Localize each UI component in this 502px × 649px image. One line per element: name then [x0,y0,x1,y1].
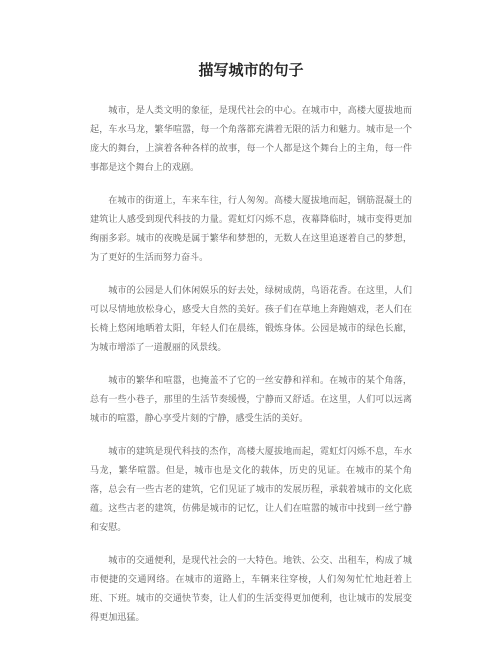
paragraph-2: 在城市的街道上，车来车往，行人匆匆。高楼大厦拔地而起，钢筋混凝土的建筑让人感受到现代科技的力量。霓虹灯闪烁不息，夜幕降临时，城市变得更加绚丽多彩。城市的夜晚是属于繁华和梦想的，无数人在这里追逐着自己的梦想，为了更好的生活而努力奋斗。 [90,196,412,263]
document-title: 描写城市的句子 [198,61,304,79]
paragraph-1: 城市，是人类文明的象征，是现代社会的中心。在城市中，高楼大厦拔地而起，车水马龙，繁华喧嚣，每一个角落都充满着无限的活力和魅力。城市是一个庞大的舞台，上演着各种各样的故事，每一个人都是这个舞台上的主角，每一件事都是这个舞台上的戏剧。 [90,106,412,173]
paragraph-6: 城市的交通便利，是现代社会的一大特色。地铁、公交、出租车，构成了城市便捷的交通网络。在城市的道路上，车辆来往穿梭，人们匆匆忙忙地赶着上班、下班。城市的交通快节奏，让人们的生活变得更加便利，也让城市的发展变得更加迅猛。 [90,556,412,623]
paragraph-3: 城市的公园是人们休闲娱乐的好去处，绿树成荫，鸟语花香。在这里，人们可以尽情地放松身心，感受大自然的美好。孩子们在草地上奔跑嬉戏，老人们在长椅上悠闲地晒着太阳，年轻人们在晨练，锻炼身体。公园是城市的绿色长廊，为城市增添了一道靓丽的风景线。 [90,286,412,353]
paragraph-4: 城市的繁华和喧嚣，也掩盖不了它的一丝安静和祥和。在城市的某个角落，总有一些小巷子，那里的生活节奏缓慢，宁静而又舒适。在这里，人们可以远离城市的喧嚣，静心享受片刻的宁静，感受生活的美好。 [90,376,412,424]
paragraph-5: 城市的建筑是现代科技的杰作，高楼大厦拔地而起，霓虹灯闪烁不息，车水马龙，繁华喧嚣。但是，城市也是文化的载体，历史的见证。在城市的某个角落，总会有一些古老的建筑，它们见证了城市的发展历程，承载着城市的文化底蕴。这些古老的建筑，仿佛是城市的记忆，让人们在喧嚣的城市中找到一丝宁静和安慰。 [90,447,412,533]
